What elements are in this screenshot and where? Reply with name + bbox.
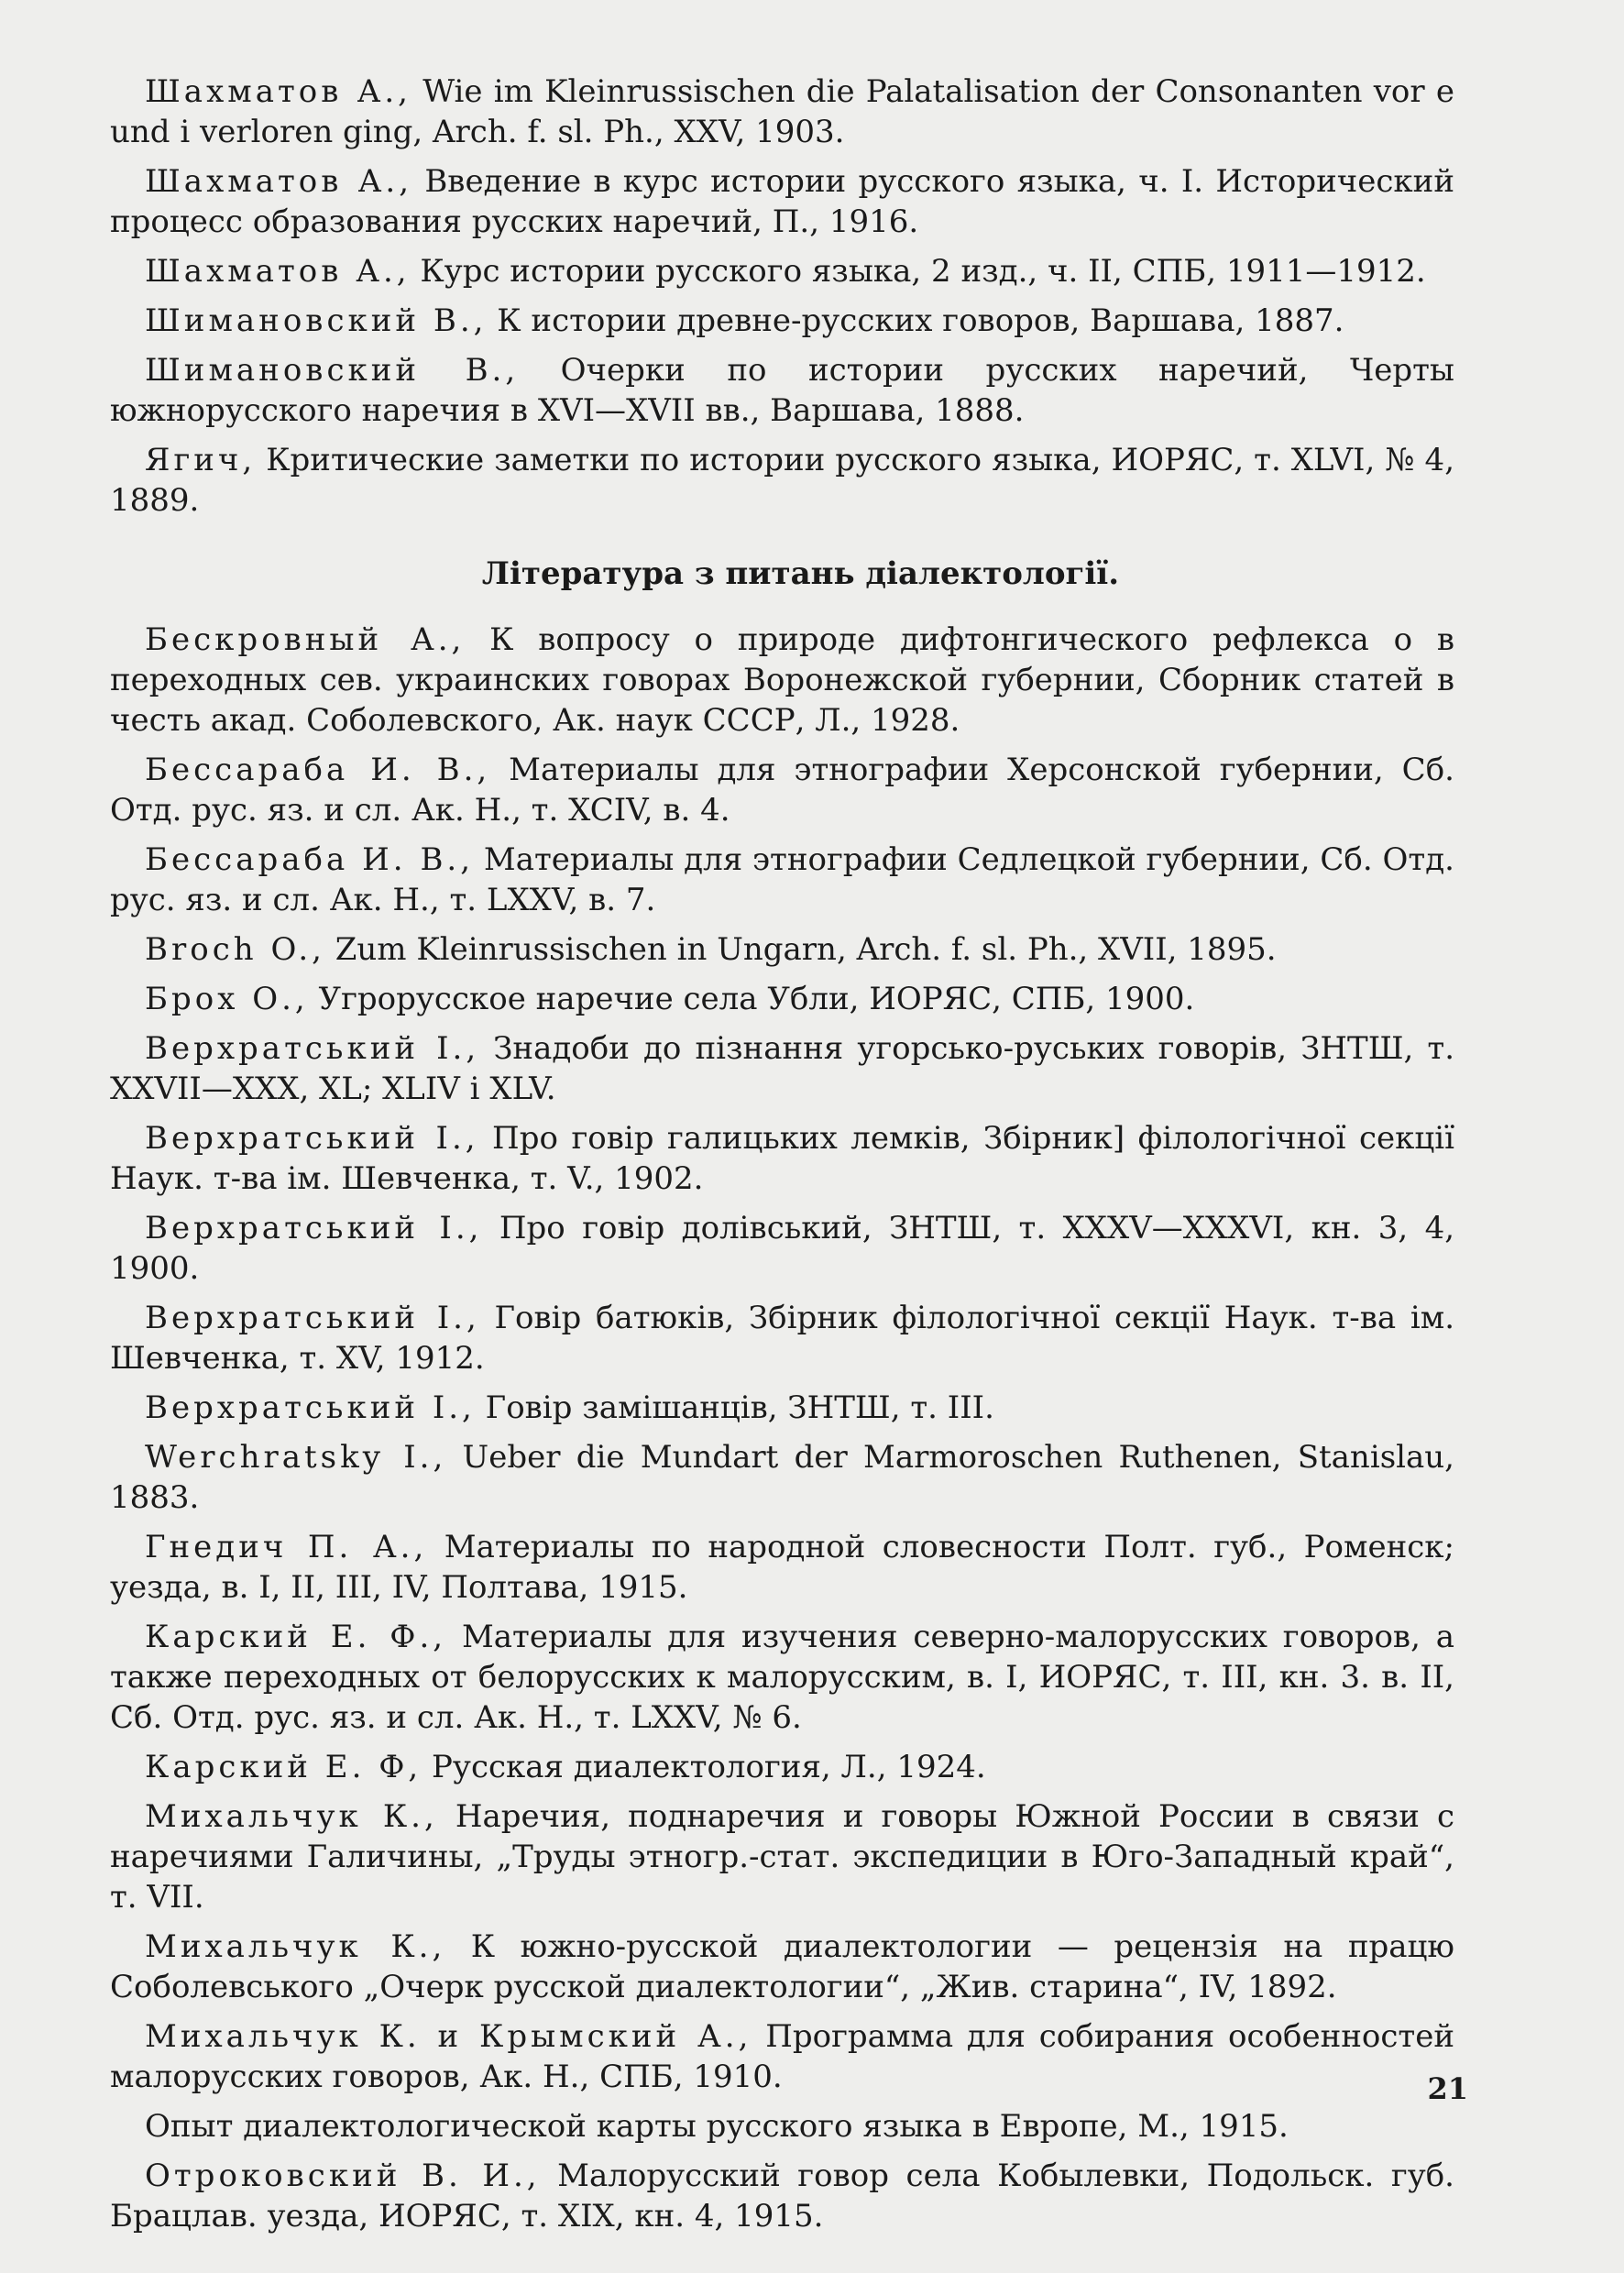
bibliography-top xyxy=(110,71,1454,521)
bib-entry xyxy=(110,620,1454,741)
bib-author: Шахматов А., xyxy=(145,253,411,290)
bib-text: К истории древне-русских говоров, Варшава, 1887. xyxy=(487,302,1344,339)
bib-text: Wie im Kleinrussischen die Palatalisation der Consonanten vor e und i verloren ging, Arch. f. sl. Ph., XXV, 1903. xyxy=(110,73,1454,150)
section-heading: Література з питань діалектології. xyxy=(481,555,1120,592)
bib-entry xyxy=(110,1118,1454,1199)
bib-author: Werchratsky I., xyxy=(145,1439,447,1476)
bib-text: Русская диалектология, Л., 1924. xyxy=(422,1749,986,1785)
bib-entry xyxy=(110,1747,1454,1787)
bib-author: Михальчук К., xyxy=(145,1928,446,1965)
bib-author: Верхратський І., xyxy=(145,1030,480,1067)
bib-text: К южно-русской диалектологии — рецензія на працю Соболевського „Очерк русской диалектологии“, „Жив. старина“, IV, 1892. xyxy=(110,1928,1454,2005)
bib-text: Про говір долівський, ЗНТШ, т. XXXV—XXXVI, кн. 3, 4, 1900. xyxy=(110,1210,1455,1287)
bib-author: Михальчук К., xyxy=(145,1798,438,1835)
bib-entry xyxy=(110,1437,1454,1518)
bib-text: Про говір галицьких лемків, Збірник] філологічної секції Наук. т-ва ім. Шевченка, т. V., 1902. xyxy=(110,1120,1454,1197)
bib-author: Бескровный А., xyxy=(145,621,466,658)
bib-author: Ягич, xyxy=(145,442,257,478)
bib-entry xyxy=(110,1298,1454,1378)
bib-author: Верхратський І., xyxy=(145,1210,483,1246)
bib-text: Материалы для этнографии Седлецкой губернии, Сб. Отд. рус. яз. и сл. Ак. Н., т. LXXV, в. 7. xyxy=(110,841,1454,918)
bib-author: Шахматов А., xyxy=(145,163,413,200)
bib-text: Программа для собирания особенностей малорусских говоров, Ак. Н., СПБ, 1910. xyxy=(110,2018,1454,2095)
bibliography-dialectology xyxy=(110,620,1454,2236)
bib-author: Гнедич П. А., xyxy=(145,1529,428,1565)
bib-entry xyxy=(110,750,1454,830)
bib-text: Говір батюків, Збірник філологічної секції Наук. т-ва ім. Шевченка, т. XV, 1912. xyxy=(110,1300,1454,1377)
bib-author: Broch O., xyxy=(145,931,325,968)
bib-entry xyxy=(110,979,1454,1019)
bib-author: Шахматов А., xyxy=(145,73,411,110)
bib-author: Шимановский В., xyxy=(145,352,520,389)
bib-author: Верхратський І., xyxy=(145,1389,476,1426)
bib-entry xyxy=(110,350,1454,431)
bib-text: Знадоби до пізнання угорсько-руських говорів, ЗНТШ, т. XXVII—XXX, XL; XLIV і XLV. xyxy=(110,1030,1454,1107)
bib-entry xyxy=(110,161,1454,242)
bib-author: Шимановский В., xyxy=(145,302,488,339)
bib-text: Наречия, поднаречия и говоры Южной России в связи с наречиями Галичины, „Труды этногр.-стат. экспедиции в Юго-Западный край“, т. VII. xyxy=(110,1798,1454,1916)
bib-author: Бессараба И. В., xyxy=(145,841,475,878)
bib-entry xyxy=(110,1388,1454,1428)
bib-text: Материалы для этнографии Херсонской губернии, Сб. Отд. рус. яз. и сл. Ак. Н., т. XCIV, в. 4. xyxy=(110,752,1454,829)
bib-author: Карский Е. Ф., xyxy=(145,1619,447,1655)
page-number: 21 xyxy=(1427,2071,1468,2106)
bib-entry xyxy=(110,440,1454,521)
bib-entry xyxy=(110,2156,1454,2236)
bib-author: Верхратський І., xyxy=(145,1120,479,1157)
bib-entry xyxy=(110,1028,1454,1109)
bib-entry xyxy=(110,1527,1454,1608)
bib-text: Угрорусское наречие села Убли, ИОРЯС, СПБ, 1900. xyxy=(308,981,1195,1017)
bib-text: Материалы для изучения северно-малорусских говоров, а также переходных от белорусских к малорусским, в. I, ИОРЯС, т. III, кн. 3. в. II, Сб. Отд. рус. яз. и сл. Ак. Н., т. LXXV, № 6. xyxy=(110,1619,1454,1736)
bib-entry xyxy=(110,1927,1454,2007)
bib-entry xyxy=(110,2106,1454,2147)
bib-entry xyxy=(110,1796,1454,1917)
bib-author: Бессараба И. В., xyxy=(145,752,491,788)
bib-text: Очерки по истории русских наречий, Черты южнорусского наречия в XVI—XVII вв., Варшава, 1888. xyxy=(110,352,1454,429)
bib-author: Брох О., xyxy=(145,981,309,1017)
bib-text: Zum Kleinrussischen in Ungarn, Arch. f. sl. Ph., XVII, 1895. xyxy=(324,931,1277,968)
bib-text: Опыт диалектологической карты русского языка в Европе, М., 1915. xyxy=(145,2108,1289,2145)
bib-entry xyxy=(110,1617,1454,1738)
bib-author: Отроковский В. И., xyxy=(145,2158,541,2194)
bib-author: Карский Е. Ф, xyxy=(145,1749,422,1785)
bib-text: Критические заметки по истории русского языка, ИОРЯС, т. XLVI, № 4, 1889. xyxy=(110,442,1454,519)
bib-text: Введение в курс истории русского языка, ч. I. Исторический процесс образования русских наречий, П., 1916. xyxy=(110,163,1454,240)
bib-text: Ueber die Mundart der Marmoroschen Ruthenen, Stanislau, 1883. xyxy=(110,1439,1454,1516)
bib-text: Говір замішанців, ЗНТШ, т. III. xyxy=(475,1389,994,1426)
bib-text: Курс истории русского языка, 2 изд., ч. II, СПБ, 1911—1912. xyxy=(410,253,1426,290)
bib-entry xyxy=(110,2016,1454,2097)
bib-text: К вопросу о природе дифтонгического рефлекса о в переходных сев. украинских говорах Воронежской губернии, Сборник статей в честь акад. Соболевского, Ак. наук СССР, Л., 1928. xyxy=(110,621,1454,739)
bib-entry xyxy=(110,929,1454,970)
bib-text: Материалы по народной словесности Полт. губ., Роменск; уезда, в. I, II, III, IV, Полтава, 1915. xyxy=(110,1529,1455,1606)
bib-author: Верхратський І., xyxy=(145,1300,480,1336)
bib-author: Михальчук К. и Крымский А., xyxy=(145,2018,752,2055)
bib-entry xyxy=(110,840,1454,920)
bib-entry xyxy=(110,1208,1454,1289)
bib-text: Малорусский говор села Кобылевки, Подольск. губ. Брацлав. уезда, ИОРЯС, т. XIX, кн. 4, 1915. xyxy=(110,2158,1454,2235)
bib-entry xyxy=(110,301,1454,341)
bib-entry xyxy=(110,251,1454,291)
bib-entry xyxy=(110,71,1454,152)
